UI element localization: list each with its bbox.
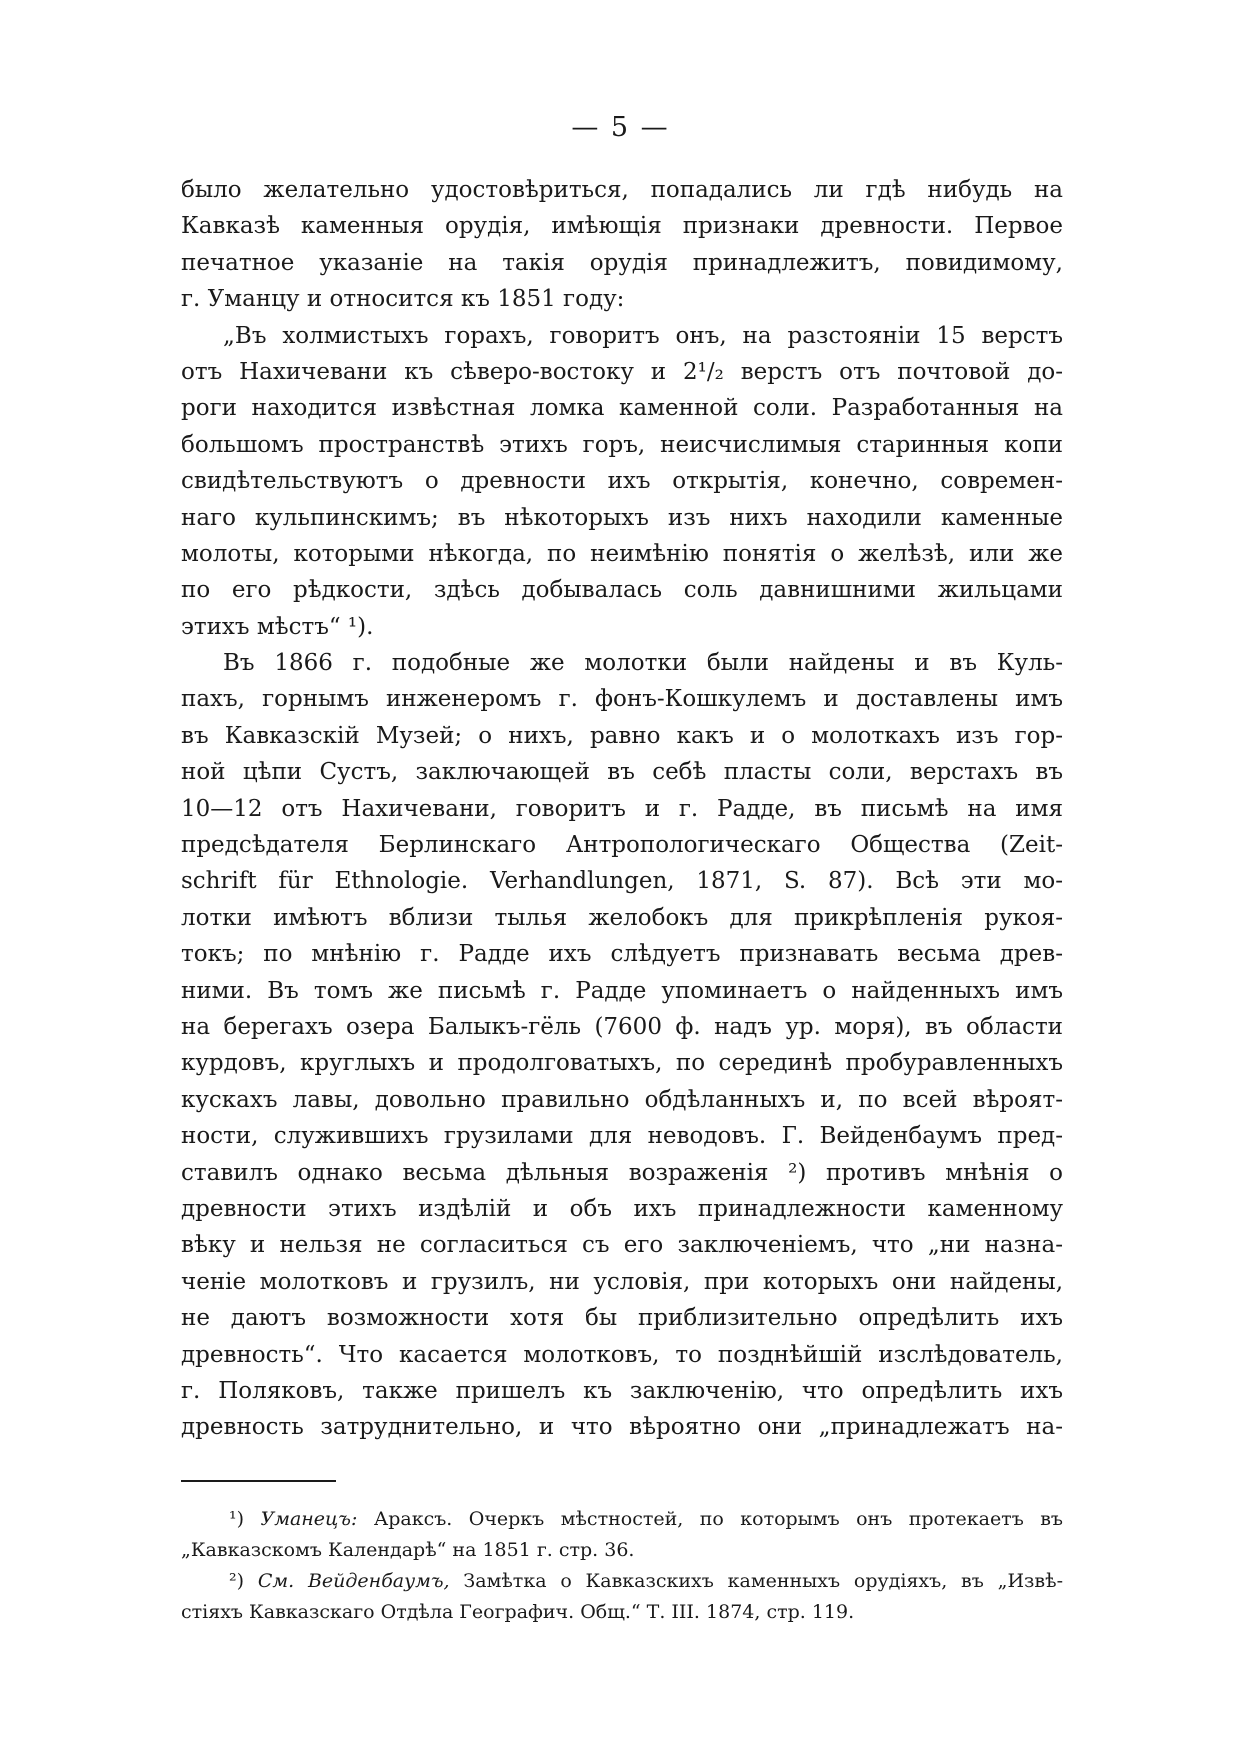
text-line: ними. Въ томъ же письмѣ г. Радде упоминаетъ о найденныхъ имъ: [181, 977, 1063, 1004]
text-line: ной цѣпи Сустъ, заключающей въ себѣ пласты соли, верстахъ въ: [181, 759, 1063, 786]
footnote-2: [181, 1566, 1063, 1597]
text-line: вѣку и нельзя не согласиться съ его заключеніемъ, что „ни назна-: [181, 1232, 1063, 1259]
body-text: [181, 172, 1063, 1446]
text-line: кускахъ лавы, довольно правильно обдѣланныхъ и, по всей вѣроят-: [181, 1086, 1063, 1113]
text-line: 10—12 отъ Нахичевани, говоритъ и г. Радде, въ письмѣ на имя: [181, 795, 1063, 822]
footnote-2-continued: стіяхъ Кавказскаго Отдѣла Географич. Общ.“ Т. III. 1874, стр. 119.: [181, 1601, 855, 1623]
text-line: пахъ, горнымъ инженеромъ г. фонъ-Кошкулемъ и доставлены имъ: [181, 686, 1063, 713]
footnote-author: См. Вейденбаумъ,: [257, 1570, 450, 1592]
text-line: ченіе молотковъ и грузилъ, ни условія, при которыхъ они найдены,: [181, 1268, 1063, 1295]
text-line: курдовъ, круглыхъ и продолговатыхъ, по серединѣ пробуравленныхъ: [181, 1050, 1063, 1077]
text-line: отъ Нахичевани къ сѣверо-востоку и 2¹/₂ верстъ отъ почтовой до-: [181, 358, 1063, 385]
text-line: наго кульпинскимъ; въ нѣкоторыхъ изъ нихъ находили каменные: [181, 504, 1063, 531]
text-line: этихъ мѣстъ“ ¹).: [181, 613, 374, 640]
text-line: роги находится извѣстная ломка каменной соли. Разработанныя на: [181, 395, 1063, 422]
text-line: Кавказѣ каменныя орудія, имѣющія признаки древности. Первое: [181, 213, 1063, 240]
text-line: въ Кавказскій Музей; о нихъ, равно какъ и о молоткахъ изъ гор-: [181, 722, 1063, 749]
footnote-text: Замѣтка о Кавказскихъ каменныхъ орудіяхъ, въ „Извѣ-: [463, 1570, 1063, 1592]
footnote-divider: [181, 1480, 336, 1482]
text-line: Въ 1866 г. подобные же молотки были найдены и въ Куль-: [223, 650, 1063, 677]
footnote-author: Уманецъ:: [260, 1508, 358, 1530]
text-line: лотки имѣютъ вблизи тылья желобокъ для прикрѣпленія рукоя-: [181, 904, 1063, 931]
text-line: токъ; по мнѣнію г. Радде ихъ слѣдуетъ признавать весьма древ-: [181, 941, 1063, 968]
footnotes: [181, 1504, 1063, 1628]
footnote-text: Араксъ. Очеркъ мѣстностей, по которымъ онъ протекаетъ въ: [373, 1508, 1063, 1530]
text-line: г. Уманцу и относится къ 1851 году:: [181, 286, 625, 313]
text-line: древности этихъ издѣлій и объ ихъ принадлежности каменному: [181, 1195, 1063, 1222]
text-line: ставилъ однако весьма дѣльныя возраженія ²) противъ мнѣнія о: [181, 1159, 1063, 1186]
page-number: — 5 —: [571, 112, 670, 143]
text-line: г. Поляковъ, также пришелъ къ заключенію, что опредѣлить ихъ: [181, 1377, 1063, 1404]
text-line: предсѣдателя Берлинскаго Антропологическаго Общества (Zeit-: [181, 832, 1063, 859]
text-line: было желательно удостовѣриться, попадались ли гдѣ нибудь на: [181, 177, 1063, 203]
text-line: на берегахъ озера Балыкъ-гёль (7600 ф. надъ ур. моря), въ области: [181, 1013, 1063, 1040]
text-line: свидѣтельствуютъ о древности ихъ открытія, конечно, современ-: [181, 468, 1063, 495]
text-line: большомъ пространствѣ этихъ горъ, неисчислимыя старинныя копи: [181, 431, 1063, 458]
text-line: древность затруднительно, и что вѣроятно они „принадлежатъ на-: [181, 1414, 1063, 1441]
footnote-1-continued: „Кавказскомъ Календарѣ“ на 1851 г. стр. 36.: [181, 1539, 635, 1561]
text-line: молоты, которыми нѣкогда, по неимѣнію понятія о желѣзѣ, или же: [181, 540, 1063, 567]
text-line: ности, служившихъ грузилами для неводовъ. Г. Вейденбаумъ пред-: [181, 1123, 1063, 1150]
text-line: древность“. Что касается молотковъ, то позднѣйшій изслѣдователь,: [181, 1341, 1063, 1368]
text-line: не даютъ возможности хотя бы приблизительно опредѣлить ихъ: [181, 1305, 1063, 1332]
text-line: по его рѣдкости, здѣсь добывалась соль давнишними жильцами: [181, 577, 1063, 604]
text-line: „Въ холмистыхъ горахъ, говоритъ онъ, на разстояніи 15 верстъ: [223, 322, 1063, 349]
footnote-1: [181, 1504, 1063, 1535]
text-line: печатное указаніе на такія орудія принадлежитъ, повидимому,: [181, 249, 1063, 276]
footnote-marker: ²): [229, 1570, 245, 1592]
text-line: schrift für Ethnologie. Verhandlungen, 1871, S. 87). Всѣ эти мо-: [181, 868, 1063, 895]
footnote-marker: ¹): [229, 1508, 245, 1530]
